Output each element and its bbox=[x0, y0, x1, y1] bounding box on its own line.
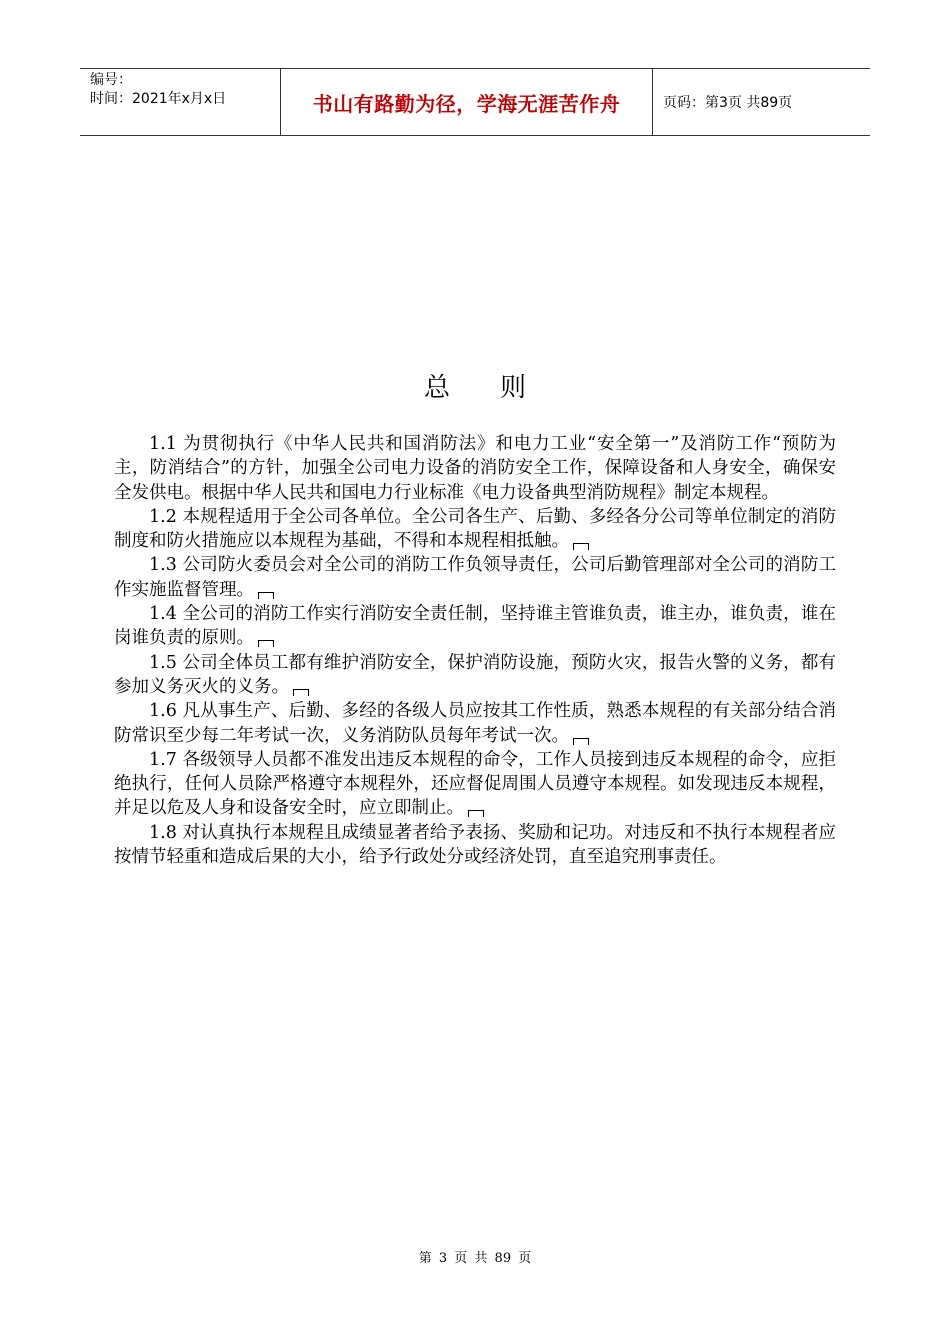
paragraph-text: 1.7 各级领导人员都不准发出违反本规程的命令，工作人员接到违反本规程的命令，应拒绝执行，任何人员除严格遵守本规程外，还应督促周围人员遵守本规程。如发现违反本规程，并足以危及人身和设备安全时，应立即制止。 bbox=[114, 749, 836, 819]
paragraph-1-1 bbox=[114, 432, 836, 505]
document-body bbox=[114, 432, 836, 869]
paragraph-1-3 bbox=[114, 553, 836, 602]
paragraph-mark-icon bbox=[258, 640, 274, 647]
paragraph-text: 1.3 公司防火委员会对全公司的消防工作负领导责任，公司后勤管理部对全公司的消防工作实施监督管理。 bbox=[114, 555, 836, 600]
paragraph-mark-icon bbox=[468, 810, 484, 817]
paragraph-1-5 bbox=[114, 651, 836, 700]
paragraph-text: 1.1 为贯彻执行《中华人民共和国消防法》和电力工业“安全第一”及消防工作“预防为主，防消结合”的方针，加强全公司电力设备的消防安全工作，保障设备和人身安全，确保安全发供电。根据中华人民共和国电力行业标准《电力设备典型消防规程》制定本规程。 bbox=[114, 434, 836, 503]
page-header bbox=[80, 68, 870, 136]
header-motto-cell bbox=[281, 69, 653, 135]
paragraph-1-8 bbox=[114, 821, 836, 870]
paragraph-1-2 bbox=[114, 505, 836, 554]
paragraph-mark-icon bbox=[293, 689, 309, 696]
paragraph-mark-icon bbox=[573, 738, 589, 745]
page-footer: 第 3 页 共 89 页 bbox=[418, 1251, 532, 1266]
header-motto: 书山有路勤为径，学海无涯苦作舟 bbox=[312, 91, 621, 116]
paragraph-mark-icon bbox=[573, 543, 589, 550]
paragraph-1-6 bbox=[114, 699, 836, 748]
header-page-info-cell bbox=[653, 69, 870, 135]
section-title: 总则 bbox=[423, 373, 576, 403]
paragraph-1-4 bbox=[114, 602, 836, 651]
paragraph-mark-icon bbox=[258, 592, 274, 599]
header-meta bbox=[80, 69, 281, 135]
document-number-label: 编号： bbox=[90, 72, 132, 88]
paragraph-text: 1.6 凡从事生产、后勤、多经的各级人员应按其工作性质，熟悉本规程的有关部分结合消防常识至少每二年考试一次，义务消防队员每年考试一次。 bbox=[114, 701, 836, 746]
paragraph-text: 1.2 本规程适用于全公司各单位。全公司各生产、后勤、多经各分公司等单位制定的消防制度和防火措施应以本规程为基础，不得和本规程相抵触。 bbox=[114, 506, 836, 552]
paragraph-text: 1.4 全公司的消防工作实行消防安全责任制，坚持谁主管谁负责，谁主办，谁负责，谁在岗谁负责的原则。 bbox=[114, 604, 836, 649]
paragraph-1-7 bbox=[114, 748, 836, 821]
document-date: 时间：2021年x月x日 bbox=[90, 91, 227, 107]
header-page-info: 页码：第3页 共89页 bbox=[663, 95, 793, 111]
paragraph-text: 1.8 对认真执行本规程且成绩显著者给予表扬、奖励和记功。对违反和不执行本规程者应按情节轻重和造成后果的大小，给予行政处分或经济处罚，直至追究刑事责任。 bbox=[114, 822, 836, 868]
paragraph-text: 1.5 公司全体员工都有维护消防安全，保护消防设施，预防火灾，报告火警的义务，都有参加义务灭火的义务。 bbox=[114, 652, 836, 697]
